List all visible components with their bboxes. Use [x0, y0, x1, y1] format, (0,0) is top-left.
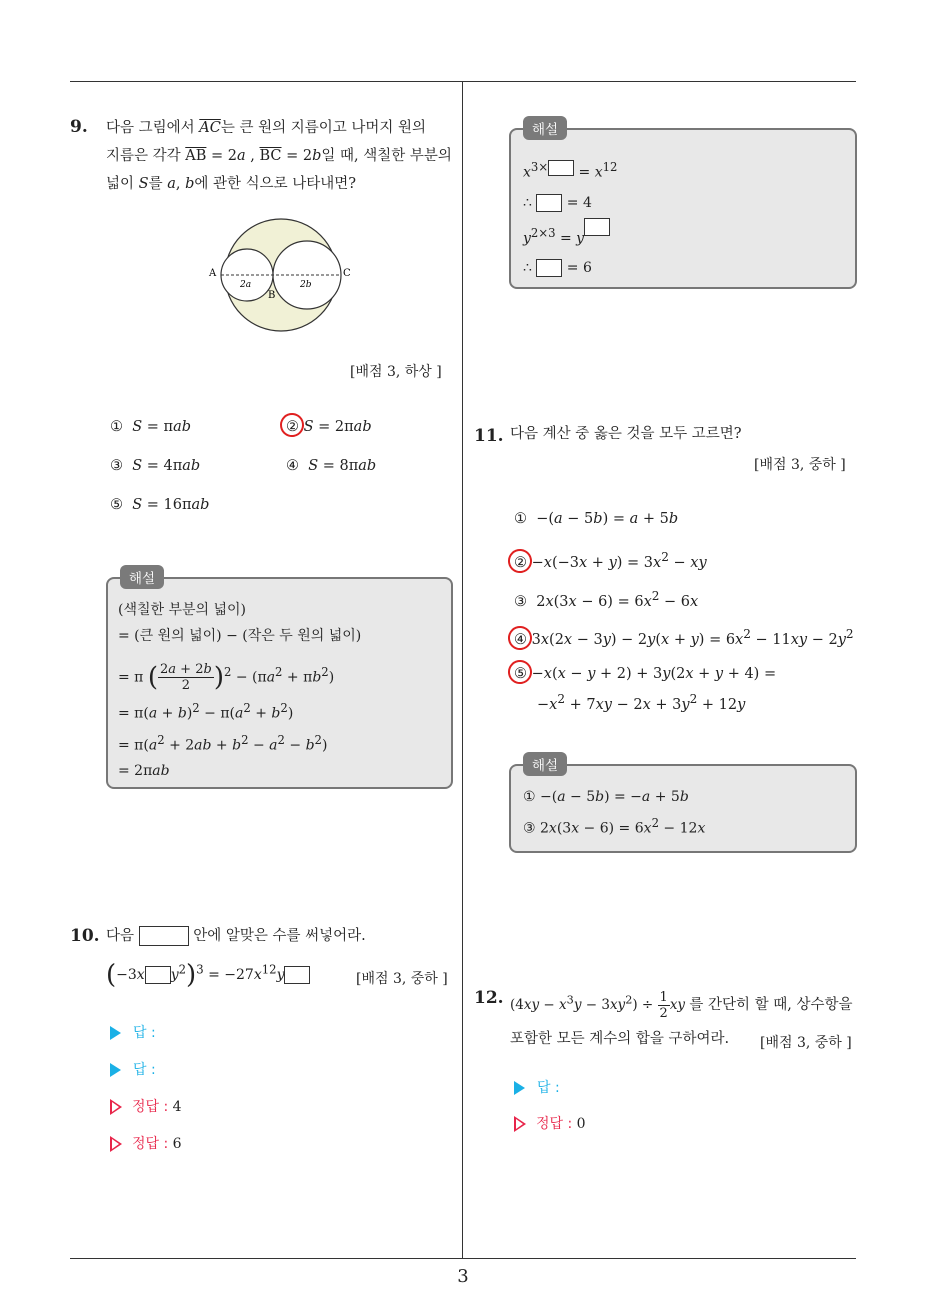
q9-score: [배점 3, 하상 ] — [350, 364, 442, 380]
sol-line: $y^{2\times 3} = y$ — [523, 218, 617, 254]
q10-correct-1: 정답 : 4 — [110, 1096, 182, 1116]
label-c: C — [343, 268, 351, 279]
play-icon — [110, 1063, 121, 1077]
sol-line: ∴ = 6 — [523, 260, 592, 277]
answer-blank — [139, 926, 189, 946]
q11-choice-4: ④ $3x(2x - 3y) - 2y(x + y) = 6x^2 - 11xy - 2y^2$ — [514, 627, 854, 648]
q9-choice-4: ④ S = 8πab — [286, 458, 377, 474]
sol-line: ③ $2x(3x - 6) = 6x^2 - 12x$ — [523, 816, 706, 837]
selected-mark — [506, 547, 534, 575]
label-a: A — [209, 268, 217, 279]
column-divider — [462, 82, 463, 1258]
solution-tag: 해설 — [120, 565, 164, 589]
q12-score: [배점 3, 중하 ] — [760, 1035, 852, 1051]
selected-mark — [278, 411, 306, 439]
outline-triangle-icon — [110, 1099, 122, 1115]
q11-choice-5-cont: $-x^2 + 7xy - 2x + 3y^2 + 12y$ — [537, 692, 746, 713]
q10-number: 10. — [70, 926, 100, 946]
sol-line: = $\pi(a + b)^2 - \pi(a^2 + b^2)$ — [118, 701, 294, 722]
q9-question — [106, 114, 456, 198]
q9-choice-3: ③ S = 4πab — [110, 458, 201, 474]
q9-line-1: 다음 그림에서 $\overline{AC}$는 큰 원의 지름이고 나머지 원의 — [106, 120, 426, 136]
q11-question: 다음 계산 중 옳은 것을 모두 고르면? — [510, 426, 742, 442]
q10-solution-box — [509, 122, 857, 289]
q10-question: 다음 안에 알맞은 수를 써넣어라. — [106, 928, 366, 944]
q9-number: 9. — [70, 117, 88, 137]
selected-mark — [506, 624, 534, 652]
q12-question-line1: $(4xy - x^3y - 3xy^2)$ ÷ $\frac{1}{2}$ xy 를 간단히 할 때, 상수항을 — [510, 990, 853, 1021]
page-number: 3 — [457, 1266, 469, 1287]
q9-solution-box — [106, 571, 453, 789]
sol-line: (색칠한 부분의 넓이) — [118, 602, 247, 618]
q11-choice-3: ③ $2x(3x - 6) = 6x^2 - 6x$ — [514, 589, 699, 610]
play-icon — [514, 1081, 525, 1095]
q9-circle-figure — [205, 208, 360, 338]
q11-choice-5: ⑤ −x(x − y + 2) + 3y(2x + y + 4) = — [514, 666, 776, 682]
top-rule — [70, 81, 856, 82]
q10-score: [배점 3, 중하 ] — [356, 971, 448, 987]
q11-choice-1: ① −(a − 5b) = a + 5b — [514, 511, 679, 527]
solution-tag: 해설 — [523, 116, 567, 140]
selected-mark — [506, 658, 534, 686]
outline-triangle-icon — [110, 1136, 122, 1152]
q9-choice-1: ① S = πab — [110, 419, 191, 435]
q11-choice-2: ② $-x(-3x + y) = 3x^2$ − xy — [514, 550, 707, 571]
sol-line: = $\pi(a^2 + 2ab + b^2 - a^2 - b^2)$ — [118, 732, 328, 754]
q12-correct: 정답 : 0 — [514, 1113, 586, 1133]
q9-line-2: 지름은 각각 $\overline{AB} = 2a$ , $\overline{BC} = 2b$일 때, 색칠한 부분의 — [106, 148, 452, 164]
play-icon — [110, 1026, 121, 1040]
q11-number: 11. — [474, 426, 504, 446]
q9-choice-5: ⑤ S = 16πab — [110, 497, 210, 513]
label-b: B — [268, 290, 276, 301]
q11-solution-box — [509, 758, 857, 853]
q11-score: [배점 3, 중하 ] — [754, 457, 846, 473]
sol-line: ① −(a − 5b) = −a + 5b — [523, 789, 689, 805]
label-2a: 2a — [240, 280, 252, 290]
bottom-rule — [70, 1258, 856, 1259]
sol-line: = (큰 원의 넓이) − (작은 두 원의 넓이) — [118, 628, 362, 644]
sol-line: = π ( $\frac{2a + 2b}{2}$ )$^2 - (\pi a^2 + \pi b^2)$ — [118, 662, 335, 694]
q9-line-3: 넓이 S를 a, b에 관한 식으로 나타내면? — [106, 176, 357, 192]
q10-answer-2: 답 : — [110, 1059, 156, 1079]
q9-choice-2: ② S = 2πab — [286, 419, 372, 435]
q10-answer-1: 답 : — [110, 1022, 156, 1042]
label-2b: 2b — [300, 280, 312, 290]
outline-triangle-icon — [514, 1116, 526, 1132]
solution-tag: 해설 — [523, 752, 567, 776]
q12-question-line2: 포함한 모든 계수의 합을 구하여라. — [510, 1031, 730, 1047]
sol-line: ∴ = 4 — [523, 194, 592, 211]
q10-correct-2: 정답 : 6 — [110, 1133, 182, 1153]
sol-line: = 2πab — [118, 763, 170, 780]
q12-answer: 답 : — [514, 1077, 560, 1097]
q10-equation: (−3x $y^2)^3 = -27x^{12}y$ — [106, 960, 310, 990]
sol-line: $x^{3\times} = x^{12}$ — [523, 160, 618, 181]
q12-number: 12. — [474, 988, 504, 1008]
